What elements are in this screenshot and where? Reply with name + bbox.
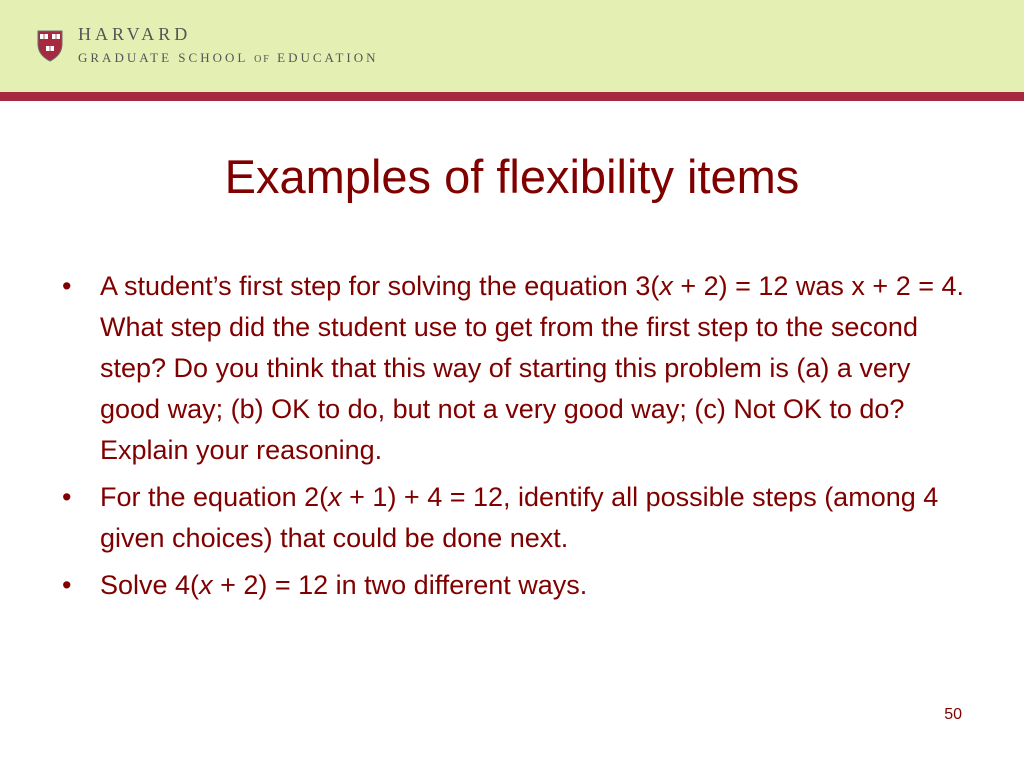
wordmark-of: OF <box>254 54 271 65</box>
wordmark-harvard: HARVARD <box>78 24 192 44</box>
bullet-dot: • <box>62 570 72 600</box>
bullet-text-part: Solve 4( <box>100 570 200 600</box>
header-rule <box>0 92 1024 101</box>
bullet-item <box>56 266 966 471</box>
bullet-list <box>56 266 966 612</box>
bullet-text-part: A student’s first step for solving the equation 3( <box>100 271 660 301</box>
bullet-item <box>56 477 966 559</box>
harvard-shield-icon <box>37 30 63 62</box>
bullet-text-part: + 1) + 4 = 12, identify all possible steps (among 4 given choices) that could be done next. <box>100 482 939 553</box>
variable-x: x <box>328 482 342 512</box>
header-band <box>0 0 1024 92</box>
wordmark-graduate-school: GRADUATE SCHOOL <box>78 50 248 65</box>
wordmark-school <box>78 48 379 70</box>
page-number: 50 <box>944 706 962 723</box>
harvard-wordmark <box>78 23 379 70</box>
slide-title: Examples of flexibility items <box>224 150 800 203</box>
wordmark-education: EDUCATION <box>277 50 379 65</box>
bullet-text-part: For the equation 2( <box>100 482 329 512</box>
bullet-item <box>56 565 966 606</box>
bullet-dot: • <box>62 482 72 512</box>
variable-x: x <box>659 271 673 301</box>
bullet-dot: • <box>62 271 72 301</box>
bullet-text-part: + 2) = 12 was x + 2 = 4. What step did the student use to get from the first step to the second step? Do you think that this way of starting this problem is (a) a very good way; (b) OK to do, but not a very good way; (c) Not OK to do? Explain your reasoning. <box>100 271 965 465</box>
bullet-text-part: + 2) = 12 in two different ways. <box>212 570 588 600</box>
variable-x: x <box>199 570 213 600</box>
